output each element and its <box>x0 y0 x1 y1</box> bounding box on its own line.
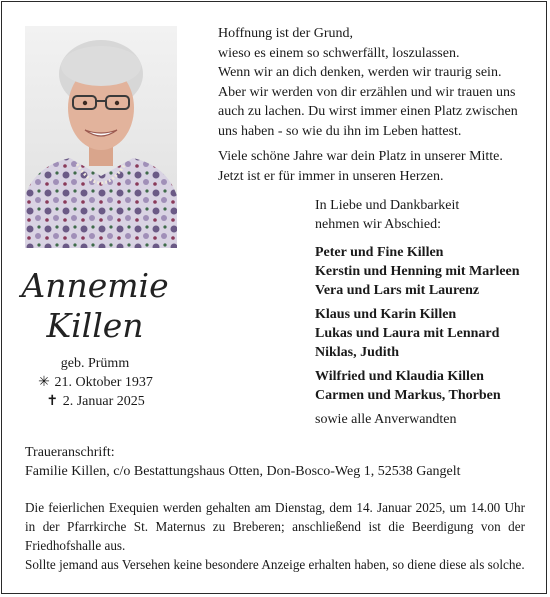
address-label: Traueranschrift: <box>25 445 115 460</box>
address-line: Familie Killen, c/o Bestattungshaus Otten, Don-Bosco-Weg 1, 52538 Gangelt <box>25 464 461 479</box>
poem-line: Viele schöne Jahre war dein Platz in unserer Mitte. <box>218 149 503 164</box>
portrait-image <box>25 26 177 248</box>
birth-name: geb. Prümm <box>60 356 130 371</box>
poem-line: Hoffnung ist der Grund, <box>218 26 354 41</box>
portrait-photo <box>25 26 177 248</box>
birth-date-line <box>20 373 170 392</box>
poem-line: Wenn wir an dich denken, werden wir traurig sein. <box>218 65 502 80</box>
mourner-line: Kerstin und Henning mit Marleen <box>315 264 520 279</box>
poem-line: uns haben - so wie du ihn im Leben hattest. <box>218 123 462 139</box>
mourner-line: Wilfried und Klaudia Killen <box>315 369 484 384</box>
farewell-intro: nehmen wir Abschied: <box>315 217 441 232</box>
mourning-address <box>25 443 525 481</box>
farewell-intro: In Liebe und Dankbarkeit <box>315 198 460 213</box>
poem-line: Aber wir werden von dir erzählen und wir trauen uns <box>218 84 516 100</box>
deceased-first-name: Annemie <box>21 266 169 305</box>
death-date: 2. Januar 2025 <box>62 394 145 409</box>
mourner-line: Peter und Fine Killen <box>315 245 444 260</box>
relatives-closing: sowie alle Anverwandten <box>315 412 457 427</box>
death-date-line <box>20 392 170 411</box>
poem-line: auch zu lachen. Du wirst immer einen Platz zwischen <box>218 104 518 119</box>
mourner-line: Niklas, Judith <box>315 345 400 360</box>
poem-line: Jetzt ist er für immer in unseren Herzen. <box>218 168 444 184</box>
cross-icon: ✝ <box>46 394 59 409</box>
birth-date: 21. Oktober 1937 <box>54 375 153 390</box>
mourner-line: Vera und Lars mit Laurenz <box>315 283 480 298</box>
apology-text: Sollte jemand aus Versehen keine besondere Anzeige erhalten haben, so diene diese als solche. <box>25 557 525 572</box>
deceased-info <box>20 266 170 411</box>
mourner-line: Lukas und Laura mit Lennard <box>315 326 500 341</box>
poem-line: wieso es einem so schwerfällt, loszulassen. <box>218 45 460 61</box>
mourners-list <box>315 196 535 429</box>
service-notice <box>25 498 525 574</box>
exequies-text: Die feierlichen Exequien werden gehalten am Dienstag, dem 14. Januar 2025, um 14.00 Uhr in der Pfarrkirche St. Maternus zu Breberen; anschließend ist die Beerdigung von der Friedhofshalle aus. <box>25 500 525 553</box>
deceased-last-name: Killen <box>46 306 144 345</box>
mourner-line: Klaus und Karin Killen <box>315 307 457 322</box>
memorial-poem <box>218 24 528 186</box>
star-icon: ✳ <box>38 375 50 390</box>
mourner-line: Carmen und Markus, Thorben <box>315 388 501 403</box>
